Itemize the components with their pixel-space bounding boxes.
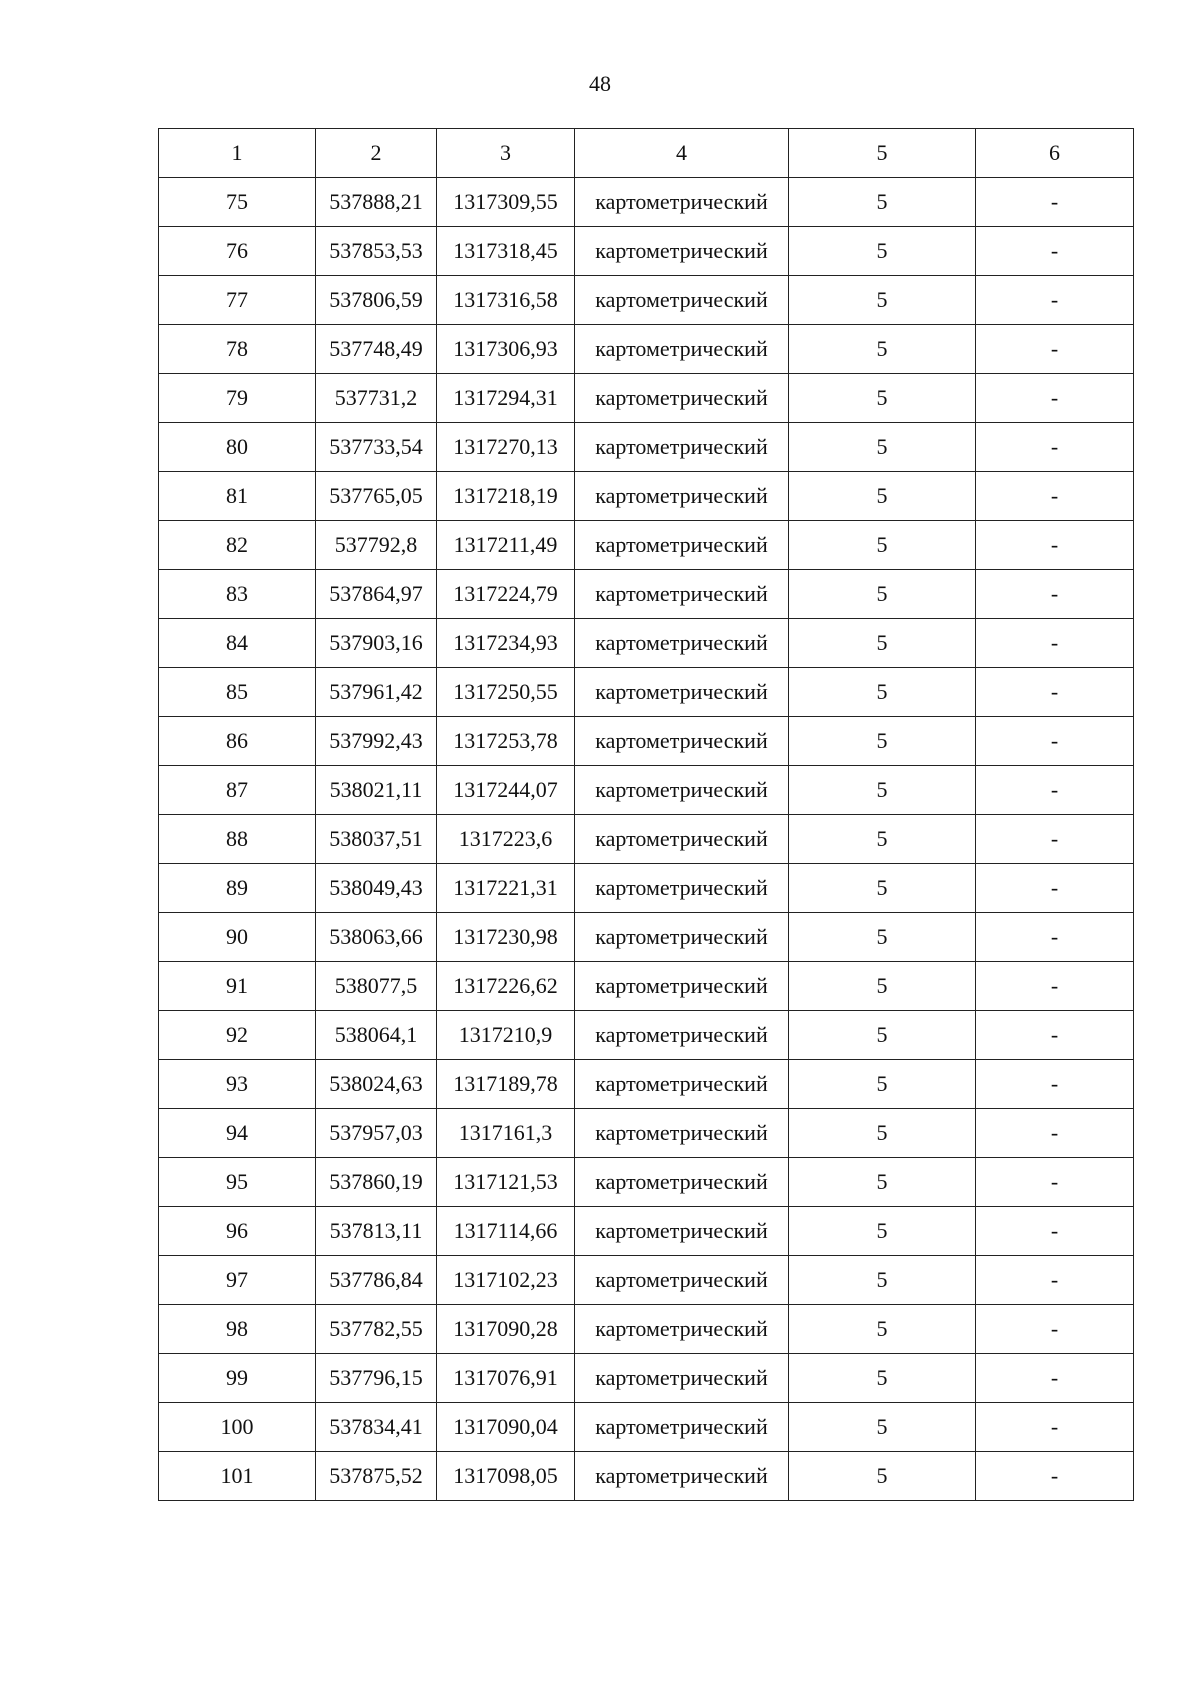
method-cell: картометрический xyxy=(575,962,789,1011)
accuracy-cell: 5 xyxy=(789,1354,976,1403)
method-cell: картометрический xyxy=(575,1109,789,1158)
table-row xyxy=(159,325,1134,374)
table-row xyxy=(159,570,1134,619)
accuracy-cell: 5 xyxy=(789,717,976,766)
note-cell: - xyxy=(976,864,1134,913)
accuracy-cell: 5 xyxy=(789,1158,976,1207)
point-number-cell: 93 xyxy=(159,1060,316,1109)
accuracy-cell: 5 xyxy=(789,178,976,227)
y-coordinate-cell: 1317250,55 xyxy=(437,668,575,717)
note-cell: - xyxy=(976,1011,1134,1060)
x-coordinate-cell: 538024,63 xyxy=(316,1060,437,1109)
x-coordinate-cell: 537813,11 xyxy=(316,1207,437,1256)
x-coordinate-cell: 537860,19 xyxy=(316,1158,437,1207)
table-row xyxy=(159,1207,1134,1256)
point-number-cell: 98 xyxy=(159,1305,316,1354)
note-cell: - xyxy=(976,472,1134,521)
y-coordinate-cell: 1317161,3 xyxy=(437,1109,575,1158)
point-number-cell: 84 xyxy=(159,619,316,668)
y-coordinate-cell: 1317090,28 xyxy=(437,1305,575,1354)
y-coordinate-cell: 1317210,9 xyxy=(437,1011,575,1060)
point-number-cell: 101 xyxy=(159,1452,316,1501)
note-cell: - xyxy=(976,619,1134,668)
table-row xyxy=(159,1305,1134,1354)
note-cell: - xyxy=(976,1109,1134,1158)
table-row xyxy=(159,864,1134,913)
table-row xyxy=(159,521,1134,570)
table-row xyxy=(159,766,1134,815)
method-cell: картометрический xyxy=(575,227,789,276)
accuracy-cell: 5 xyxy=(789,815,976,864)
method-cell: картометрический xyxy=(575,1305,789,1354)
point-number-cell: 83 xyxy=(159,570,316,619)
table-row xyxy=(159,1158,1134,1207)
method-cell: картометрический xyxy=(575,1452,789,1501)
point-number-cell: 77 xyxy=(159,276,316,325)
x-coordinate-cell: 537961,42 xyxy=(316,668,437,717)
column-header: 3 xyxy=(437,129,575,178)
method-cell: картометрический xyxy=(575,815,789,864)
point-number-cell: 86 xyxy=(159,717,316,766)
note-cell: - xyxy=(976,423,1134,472)
column-header: 6 xyxy=(976,129,1134,178)
x-coordinate-cell: 537834,41 xyxy=(316,1403,437,1452)
y-coordinate-cell: 1317226,62 xyxy=(437,962,575,1011)
table-row xyxy=(159,472,1134,521)
note-cell: - xyxy=(976,1158,1134,1207)
x-coordinate-cell: 537992,43 xyxy=(316,717,437,766)
note-cell: - xyxy=(976,815,1134,864)
point-number-cell: 96 xyxy=(159,1207,316,1256)
accuracy-cell: 5 xyxy=(789,1060,976,1109)
x-coordinate-cell: 537748,49 xyxy=(316,325,437,374)
x-coordinate-cell: 537731,2 xyxy=(316,374,437,423)
y-coordinate-cell: 1317223,6 xyxy=(437,815,575,864)
x-coordinate-cell: 538021,11 xyxy=(316,766,437,815)
x-coordinate-cell: 537733,54 xyxy=(316,423,437,472)
table-row xyxy=(159,1256,1134,1305)
y-coordinate-cell: 1317306,93 xyxy=(437,325,575,374)
y-coordinate-cell: 1317221,31 xyxy=(437,864,575,913)
note-cell: - xyxy=(976,1207,1134,1256)
y-coordinate-cell: 1317244,07 xyxy=(437,766,575,815)
accuracy-cell: 5 xyxy=(789,570,976,619)
method-cell: картометрический xyxy=(575,325,789,374)
method-cell: картометрический xyxy=(575,1011,789,1060)
table-row xyxy=(159,962,1134,1011)
accuracy-cell: 5 xyxy=(789,423,976,472)
point-number-cell: 92 xyxy=(159,1011,316,1060)
y-coordinate-cell: 1317076,91 xyxy=(437,1354,575,1403)
x-coordinate-cell: 538063,66 xyxy=(316,913,437,962)
note-cell: - xyxy=(976,962,1134,1011)
table-row xyxy=(159,178,1134,227)
method-cell: картометрический xyxy=(575,864,789,913)
y-coordinate-cell: 1317294,31 xyxy=(437,374,575,423)
method-cell: картометрический xyxy=(575,1256,789,1305)
column-header: 1 xyxy=(159,129,316,178)
column-header: 4 xyxy=(575,129,789,178)
table-row xyxy=(159,1011,1134,1060)
method-cell: картометрический xyxy=(575,1207,789,1256)
table-row xyxy=(159,668,1134,717)
accuracy-cell: 5 xyxy=(789,227,976,276)
x-coordinate-cell: 537806,59 xyxy=(316,276,437,325)
y-coordinate-cell: 1317121,53 xyxy=(437,1158,575,1207)
note-cell: - xyxy=(976,325,1134,374)
point-number-cell: 94 xyxy=(159,1109,316,1158)
method-cell: картометрический xyxy=(575,374,789,423)
method-cell: картометрический xyxy=(575,766,789,815)
x-coordinate-cell: 537796,15 xyxy=(316,1354,437,1403)
accuracy-cell: 5 xyxy=(789,766,976,815)
table-row xyxy=(159,1403,1134,1452)
point-number-cell: 99 xyxy=(159,1354,316,1403)
note-cell: - xyxy=(976,717,1134,766)
note-cell: - xyxy=(976,1060,1134,1109)
note-cell: - xyxy=(976,1354,1134,1403)
x-coordinate-cell: 538077,5 xyxy=(316,962,437,1011)
y-coordinate-cell: 1317253,78 xyxy=(437,717,575,766)
note-cell: - xyxy=(976,1403,1134,1452)
table-row xyxy=(159,1354,1134,1403)
accuracy-cell: 5 xyxy=(789,1403,976,1452)
method-cell: картометрический xyxy=(575,472,789,521)
coordinates-table xyxy=(158,128,1134,1501)
x-coordinate-cell: 537765,05 xyxy=(316,472,437,521)
y-coordinate-cell: 1317316,58 xyxy=(437,276,575,325)
table-row xyxy=(159,913,1134,962)
accuracy-cell: 5 xyxy=(789,913,976,962)
x-coordinate-cell: 537792,8 xyxy=(316,521,437,570)
accuracy-cell: 5 xyxy=(789,1305,976,1354)
y-coordinate-cell: 1317211,49 xyxy=(437,521,575,570)
point-number-cell: 82 xyxy=(159,521,316,570)
accuracy-cell: 5 xyxy=(789,619,976,668)
table-row xyxy=(159,1109,1134,1158)
column-header: 2 xyxy=(316,129,437,178)
note-cell: - xyxy=(976,227,1134,276)
note-cell: - xyxy=(976,1305,1134,1354)
point-number-cell: 88 xyxy=(159,815,316,864)
x-coordinate-cell: 538037,51 xyxy=(316,815,437,864)
method-cell: картометрический xyxy=(575,521,789,570)
accuracy-cell: 5 xyxy=(789,962,976,1011)
note-cell: - xyxy=(976,1452,1134,1501)
x-coordinate-cell: 538064,1 xyxy=(316,1011,437,1060)
method-cell: картометрический xyxy=(575,1354,789,1403)
accuracy-cell: 5 xyxy=(789,668,976,717)
y-coordinate-cell: 1317102,23 xyxy=(437,1256,575,1305)
point-number-cell: 91 xyxy=(159,962,316,1011)
method-cell: картометрический xyxy=(575,1403,789,1452)
point-number-cell: 80 xyxy=(159,423,316,472)
note-cell: - xyxy=(976,374,1134,423)
x-coordinate-cell: 537782,55 xyxy=(316,1305,437,1354)
x-coordinate-cell: 537888,21 xyxy=(316,178,437,227)
y-coordinate-cell: 1317090,04 xyxy=(437,1403,575,1452)
note-cell: - xyxy=(976,521,1134,570)
table-row xyxy=(159,374,1134,423)
point-number-cell: 87 xyxy=(159,766,316,815)
accuracy-cell: 5 xyxy=(789,1109,976,1158)
note-cell: - xyxy=(976,276,1134,325)
note-cell: - xyxy=(976,1256,1134,1305)
table-header-row xyxy=(159,129,1134,178)
y-coordinate-cell: 1317218,19 xyxy=(437,472,575,521)
accuracy-cell: 5 xyxy=(789,1207,976,1256)
table-row xyxy=(159,1060,1134,1109)
column-header: 5 xyxy=(789,129,976,178)
note-cell: - xyxy=(976,570,1134,619)
x-coordinate-cell: 537786,84 xyxy=(316,1256,437,1305)
y-coordinate-cell: 1317189,78 xyxy=(437,1060,575,1109)
point-number-cell: 100 xyxy=(159,1403,316,1452)
accuracy-cell: 5 xyxy=(789,472,976,521)
note-cell: - xyxy=(976,178,1134,227)
point-number-cell: 97 xyxy=(159,1256,316,1305)
point-number-cell: 76 xyxy=(159,227,316,276)
y-coordinate-cell: 1317270,13 xyxy=(437,423,575,472)
table-body xyxy=(159,129,1134,1501)
method-cell: картометрический xyxy=(575,178,789,227)
note-cell: - xyxy=(976,913,1134,962)
accuracy-cell: 5 xyxy=(789,1011,976,1060)
method-cell: картометрический xyxy=(575,1158,789,1207)
method-cell: картометрический xyxy=(575,570,789,619)
accuracy-cell: 5 xyxy=(789,1452,976,1501)
accuracy-cell: 5 xyxy=(789,864,976,913)
point-number-cell: 81 xyxy=(159,472,316,521)
accuracy-cell: 5 xyxy=(789,276,976,325)
accuracy-cell: 5 xyxy=(789,374,976,423)
table-row xyxy=(159,227,1134,276)
point-number-cell: 75 xyxy=(159,178,316,227)
point-number-cell: 90 xyxy=(159,913,316,962)
x-coordinate-cell: 537957,03 xyxy=(316,1109,437,1158)
point-number-cell: 85 xyxy=(159,668,316,717)
method-cell: картометрический xyxy=(575,1060,789,1109)
x-coordinate-cell: 537853,53 xyxy=(316,227,437,276)
y-coordinate-cell: 1317230,98 xyxy=(437,913,575,962)
y-coordinate-cell: 1317318,45 xyxy=(437,227,575,276)
y-coordinate-cell: 1317098,05 xyxy=(437,1452,575,1501)
accuracy-cell: 5 xyxy=(789,1256,976,1305)
x-coordinate-cell: 538049,43 xyxy=(316,864,437,913)
method-cell: картометрический xyxy=(575,276,789,325)
point-number-cell: 89 xyxy=(159,864,316,913)
method-cell: картометрический xyxy=(575,423,789,472)
x-coordinate-cell: 537875,52 xyxy=(316,1452,437,1501)
method-cell: картометрический xyxy=(575,619,789,668)
table-row xyxy=(159,619,1134,668)
note-cell: - xyxy=(976,668,1134,717)
point-number-cell: 78 xyxy=(159,325,316,374)
point-number-cell: 79 xyxy=(159,374,316,423)
y-coordinate-cell: 1317224,79 xyxy=(437,570,575,619)
table-row xyxy=(159,423,1134,472)
method-cell: картометрический xyxy=(575,717,789,766)
x-coordinate-cell: 537864,97 xyxy=(316,570,437,619)
table-row xyxy=(159,717,1134,766)
accuracy-cell: 5 xyxy=(789,521,976,570)
table-row xyxy=(159,276,1134,325)
y-coordinate-cell: 1317309,55 xyxy=(437,178,575,227)
method-cell: картометрический xyxy=(575,913,789,962)
x-coordinate-cell: 537903,16 xyxy=(316,619,437,668)
point-number-cell: 95 xyxy=(159,1158,316,1207)
page-number: 48 xyxy=(589,71,611,96)
accuracy-cell: 5 xyxy=(789,325,976,374)
y-coordinate-cell: 1317234,93 xyxy=(437,619,575,668)
method-cell: картометрический xyxy=(575,668,789,717)
y-coordinate-cell: 1317114,66 xyxy=(437,1207,575,1256)
note-cell: - xyxy=(976,766,1134,815)
table-row xyxy=(159,815,1134,864)
table-row xyxy=(159,1452,1134,1501)
